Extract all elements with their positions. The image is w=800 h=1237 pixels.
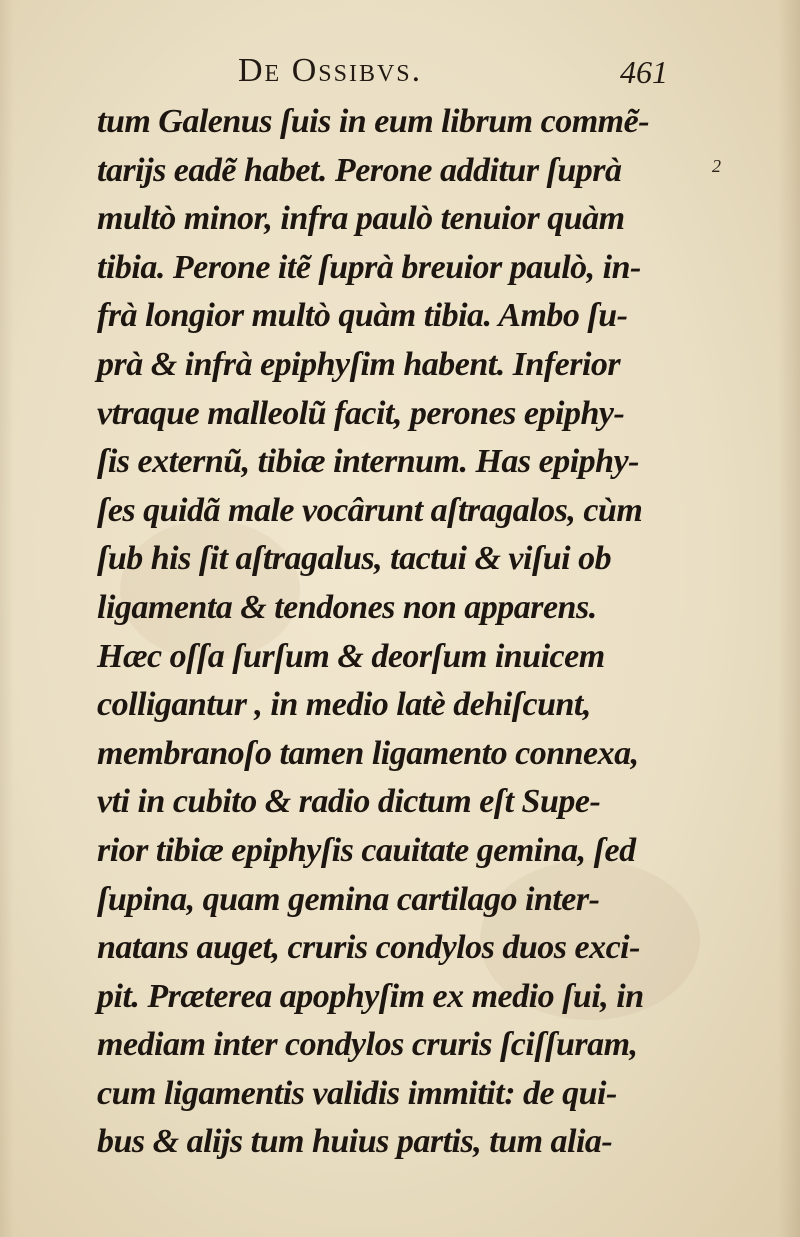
text-line: rior tibiæ epiphyſis cauitate gemina, ſed [97, 831, 636, 869]
text-line: tum Galenus ſuis in eum librum commẽ- [97, 103, 650, 140]
text-line: multò minor, infra paulò tenuior quàm [97, 200, 625, 238]
text-line: cum ligamentis validis immitit: de qui- [97, 1074, 617, 1112]
text-line: prà & infrà epiphyſim habent. Inferior [97, 345, 621, 383]
text-line: frà longior multò quàm tibia. Ambo ſu- [97, 297, 628, 335]
text-line: mediam inter condylos cruris ſciſſuram, [97, 1026, 638, 1064]
marginal-note: 2 [712, 156, 721, 176]
text-line: ſub his ſit aſtragalus, tactui & viſui ob [97, 540, 612, 578]
text-line: ſis externũ, tibiæ internum. Has epiphy- [97, 443, 639, 481]
text-line: ſes quidã male vocârunt aſtragalos, cùm [97, 491, 643, 529]
text-line: colligantur , in medio latè dehiſcunt, [97, 686, 591, 724]
text-line: ligamenta & tendones non apparens. [97, 588, 597, 626]
text-line: pit. Præterea apophyſim ex medio ſui, in [97, 977, 644, 1015]
page-edge-right [778, 0, 800, 1237]
text-line: tarijs eadẽ habet. Perone additur ſuprà [97, 151, 622, 189]
text-line: natans auget, cruris condylos duos exci- [97, 929, 640, 967]
text-line: membranoſo tamen ligamento connexa, [97, 734, 639, 772]
page-header [238, 52, 668, 100]
text-line: vtraque malleolũ facit, perones epiphy- [97, 394, 625, 432]
running-head: De Ossibvs. [238, 52, 423, 89]
text-line: vti in cubito & radio dictum eſt Supe- [97, 783, 601, 821]
text-line: ſupina, quam gemina cartilago inter- [97, 880, 600, 918]
page-edge-left [0, 0, 14, 1237]
body-text [97, 98, 697, 1167]
page-number: 461 [620, 54, 668, 90]
text-line: bus & alijs tum huius partis, tum alia- [97, 1123, 613, 1161]
text-line: tibia. Perone itẽ ſuprà breuior paulò, in- [97, 248, 641, 286]
text-line: Hæc oſſa ſurſum & deorſum inuicem [97, 637, 605, 675]
